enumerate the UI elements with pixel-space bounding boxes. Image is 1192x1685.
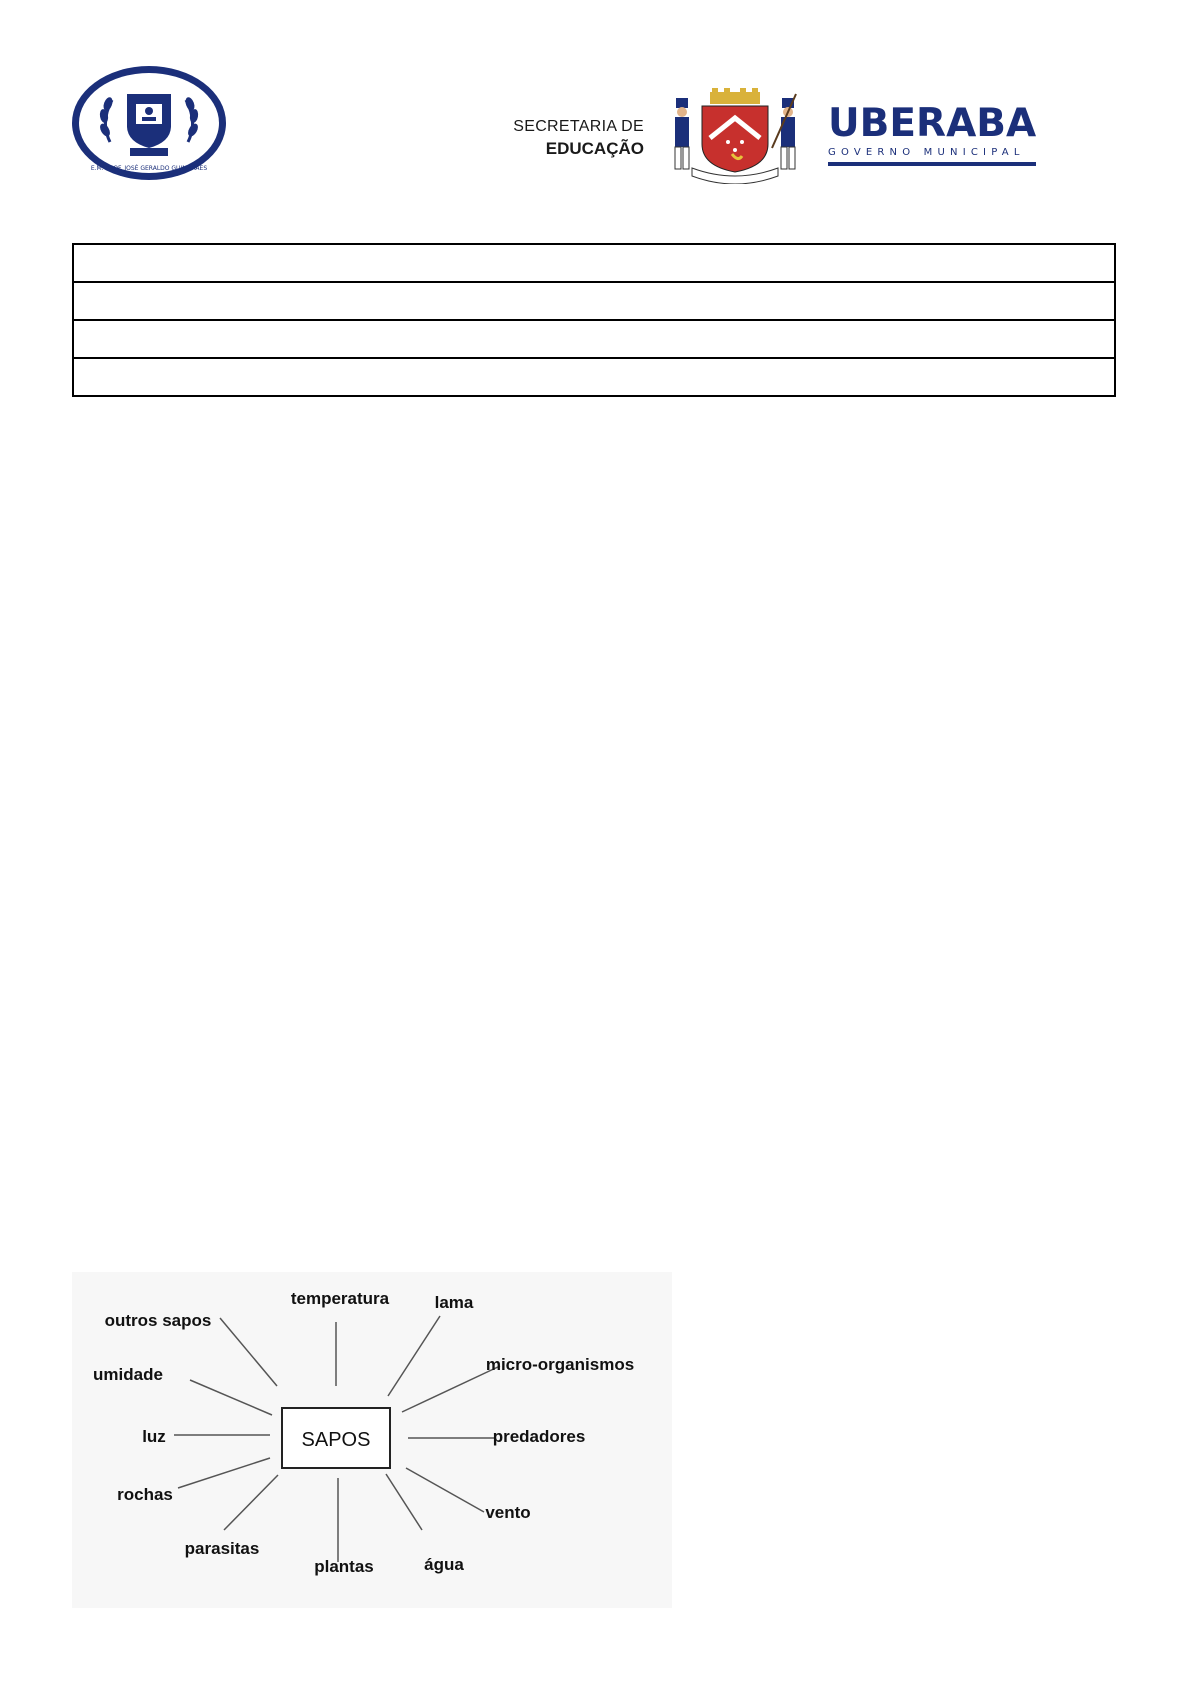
school-logo <box>70 64 228 182</box>
logo-underline <box>828 162 1036 166</box>
table-row <box>73 358 1115 396</box>
info-field[interactable] <box>73 358 1115 396</box>
svg-text:E.M. PROF. JOSÉ GERALDO GUIMAR: E.M. PROF. JOSÉ GERALDO GUIMARÃES <box>90 165 208 172</box>
secretaria-text <box>506 116 644 160</box>
label-rochas: rochas <box>117 1485 173 1504</box>
table-row <box>73 320 1115 358</box>
center-label: SAPOS <box>301 1429 371 1451</box>
label-micro-organismos: micro-organismos <box>485 1355 635 1374</box>
info-field[interactable] <box>73 282 1115 320</box>
label-luz: luz <box>142 1427 166 1446</box>
table-row <box>73 244 1115 282</box>
info-field[interactable] <box>73 320 1115 358</box>
label-umidade: umidade <box>93 1365 163 1384</box>
label-temperatura: temperatura <box>290 1289 390 1308</box>
coat-of-arms <box>662 88 808 184</box>
city-subtitle: GOVERNO MUNICIPAL <box>828 147 1025 158</box>
label-outros-sapos: outros sapos <box>104 1311 212 1330</box>
label-parasitas: parasitas <box>184 1539 260 1558</box>
student-info-table <box>72 243 1116 397</box>
uberaba-logo <box>828 101 1038 166</box>
secretaria-line1: SECRETARIA DE <box>513 118 644 135</box>
sapos-concept-map <box>72 1272 672 1608</box>
label-plantas: plantas <box>314 1557 374 1576</box>
secretaria-line2: EDUCAÇÃO <box>545 139 644 158</box>
label-lama: lama <box>434 1293 474 1312</box>
info-field[interactable] <box>73 244 1115 282</box>
city-name: UBERABA <box>828 101 1037 146</box>
label-predadores: predadores <box>492 1427 586 1446</box>
label-agua: água <box>424 1555 464 1574</box>
table-row <box>73 282 1115 320</box>
label-vento: vento <box>485 1503 531 1522</box>
